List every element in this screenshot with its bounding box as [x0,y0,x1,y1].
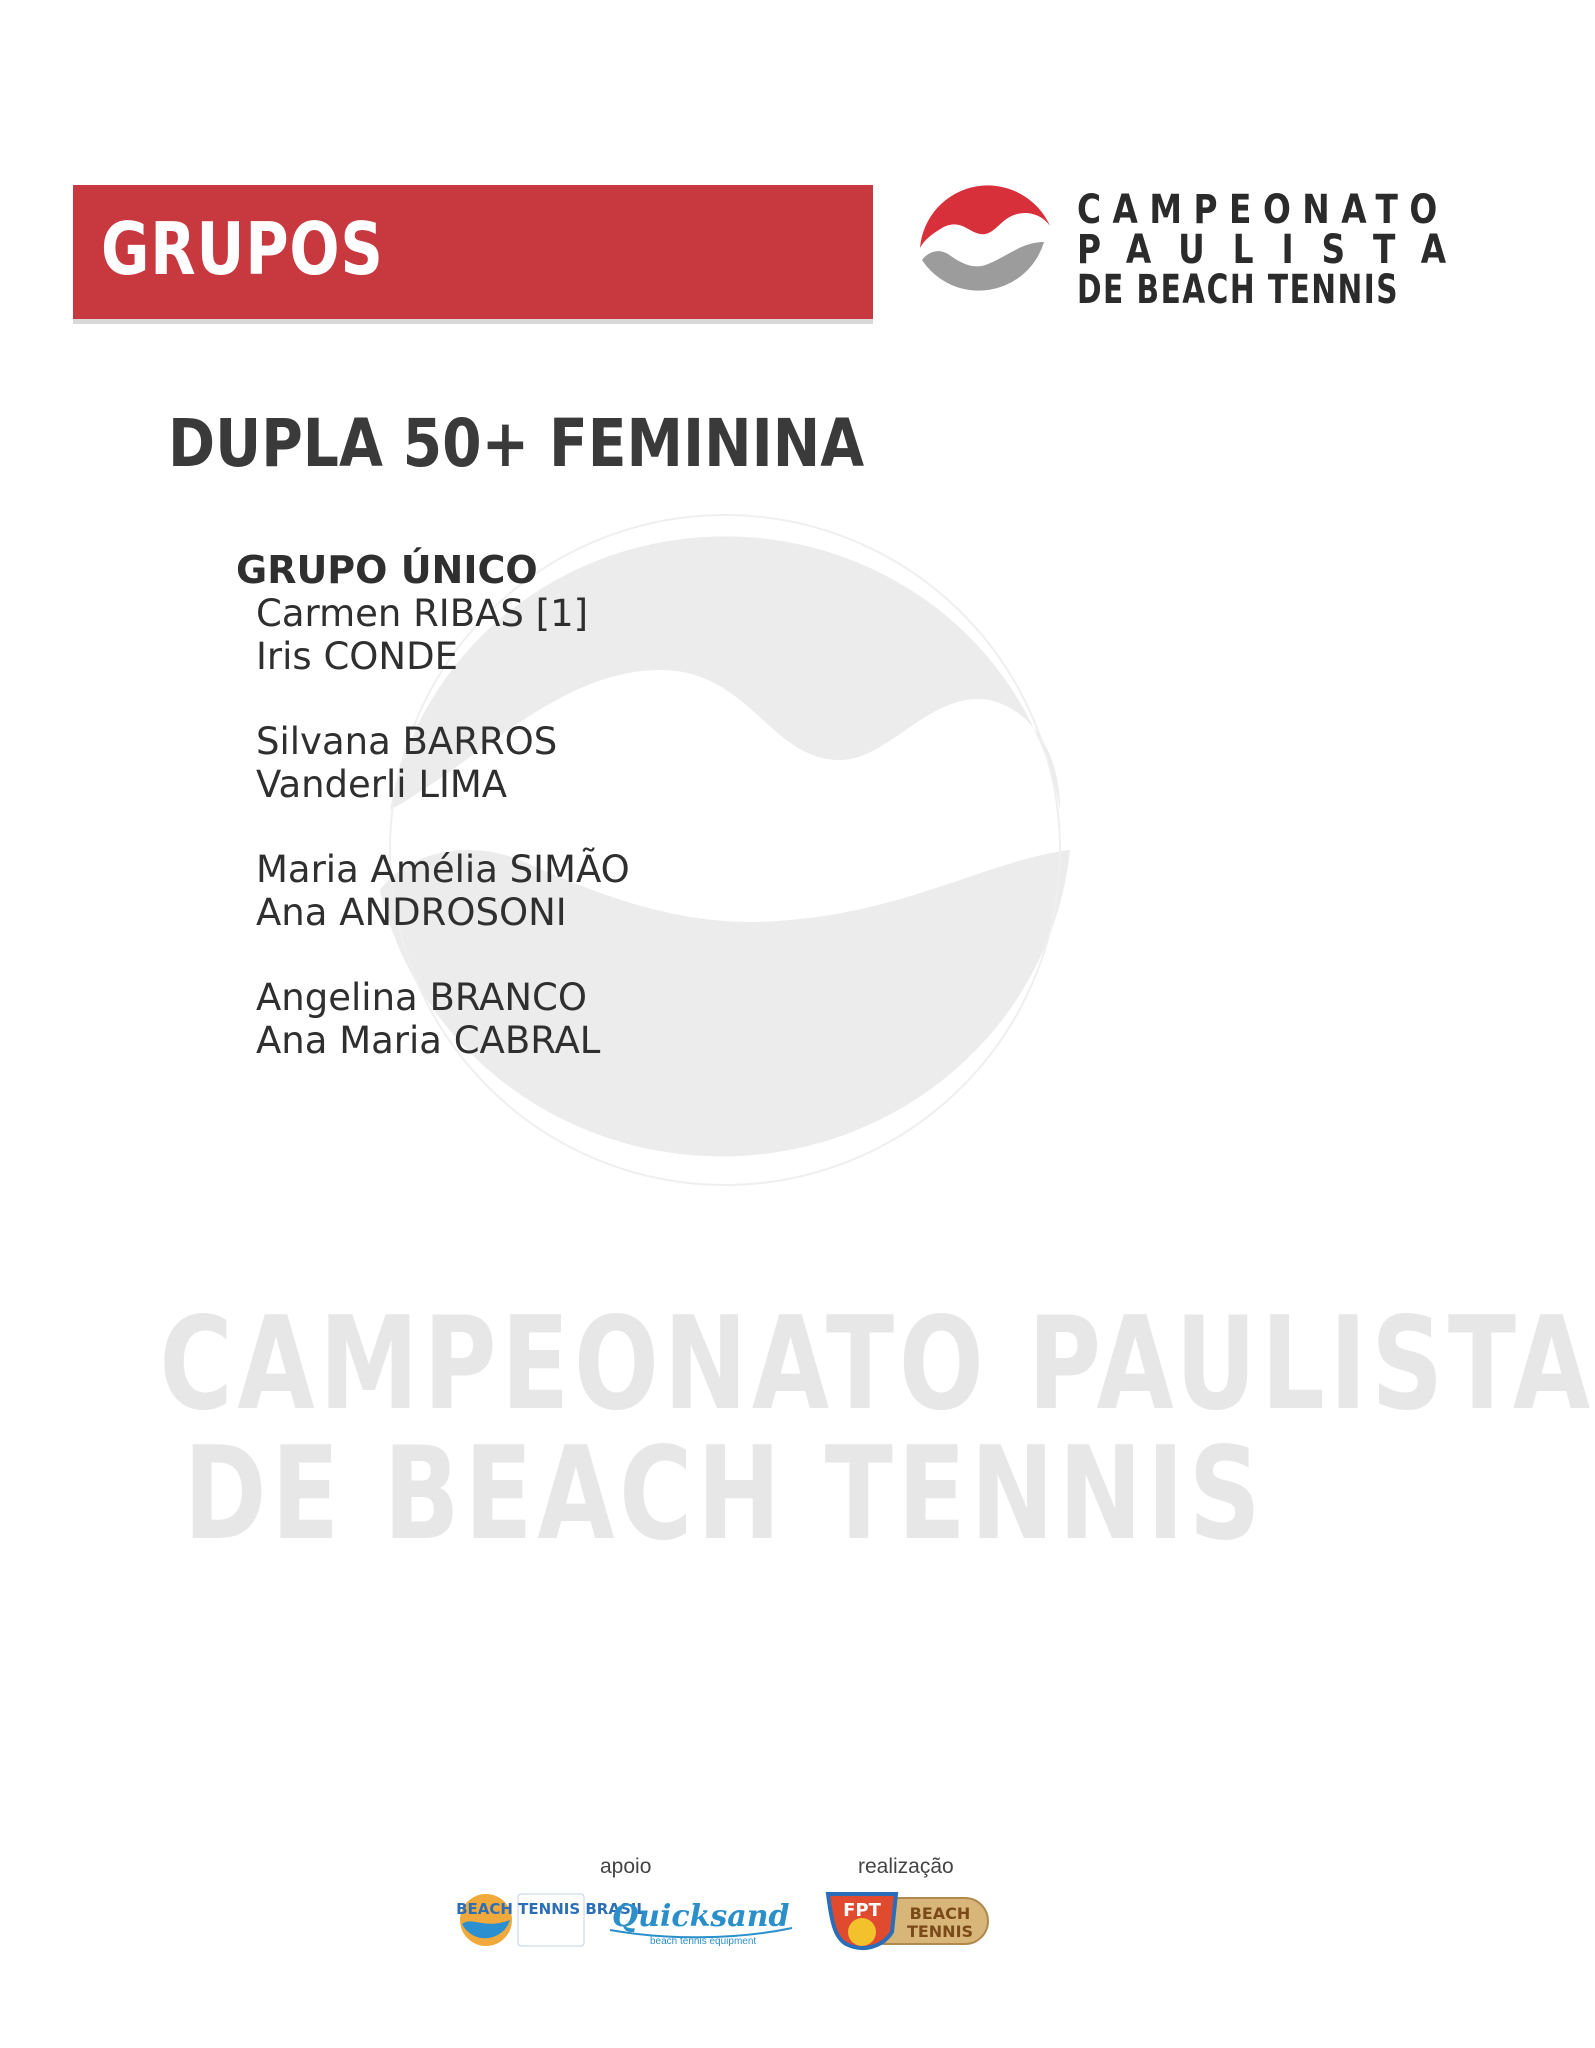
group-section [236,548,630,1104]
player-name: Carmen RIBAS [1] [256,592,589,635]
player-name: Ana Maria CABRAL [256,1019,601,1062]
btb-text: BEACH TENNIS BRASIL [456,1900,646,1918]
fpt-tennis-text: TENNIS [906,1922,974,1941]
pair-2 [256,720,630,806]
pair-1 [256,592,630,678]
quicksand-tagline: beach tennis equipment [650,1936,757,1947]
brand-title [1077,187,1475,313]
header-banner [73,185,873,319]
fpt-text: FPT [843,1900,881,1921]
watermark-line-1: CAMPEONATO PAULISTA [159,1290,1595,1439]
fpt-beach-text: BEACH [909,1904,971,1923]
apoio-label: apoio [600,1855,652,1878]
player-name: Iris CONDE [256,635,458,678]
watermark-line-2: DE BEACH TENNIS [183,1420,1266,1569]
pair-3 [256,848,630,934]
beach-tennis-brasil-logo-icon [456,1890,646,1950]
banner-title: GRUPOS [101,207,384,291]
brand-line-1: CAMPEONATO [1077,187,1449,233]
group-title: GRUPO ÚNICO [236,548,538,592]
campeonato-logo-icon [912,178,1062,328]
player-name: Ana ANDROSONI [256,891,567,934]
pair-4 [256,976,630,1062]
fpt-beach-tennis-logo-icon [822,1886,992,1956]
realizacao-label: realização [858,1855,954,1878]
player-name: Silvana BARROS [256,720,558,763]
category-title: DUPLA 50+ FEMININA [168,405,865,482]
brand-line-2: PAULISTA [1077,227,1475,273]
quicksand-text: Quicksand [612,1899,790,1934]
player-name: Angelina BRANCO [256,976,587,1019]
quicksand-logo-icon [606,1892,796,1948]
brand-line-3: DE BEACH TENNIS [1077,267,1400,313]
player-name: Vanderli LIMA [256,763,508,806]
player-name: Maria Amélia SIMÃO [256,848,630,891]
